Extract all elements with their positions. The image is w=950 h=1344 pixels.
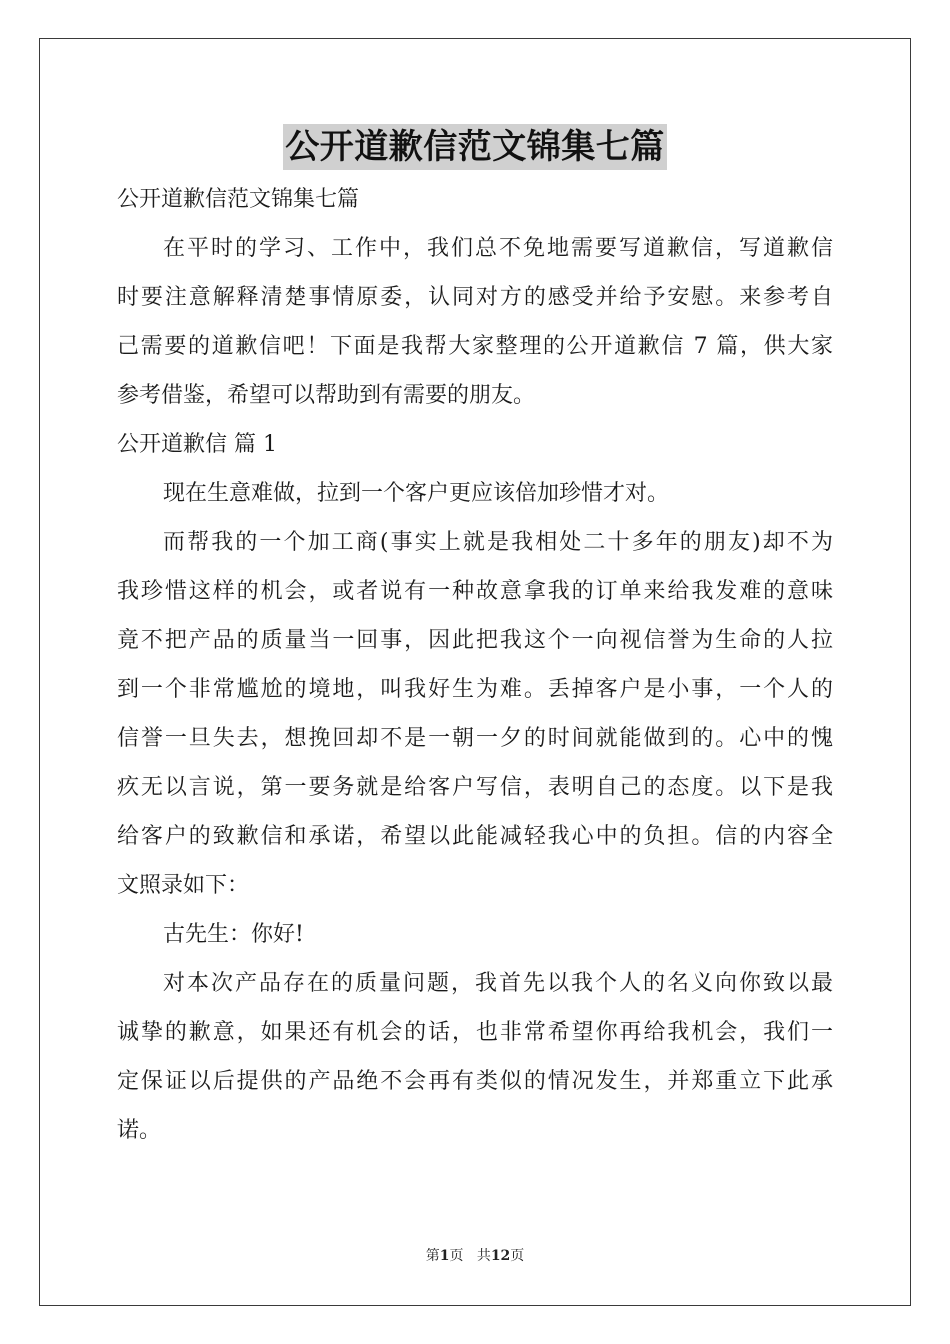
paragraph-line: 信誉一旦失去，想挽回却不是一朝一夕的时间就能做到的。心中的愧 (117, 726, 833, 751)
title-container (0, 124, 950, 170)
paragraph-line: 在平时的学习、工作中，我们总不免地需要写道歉信，写道歉信 (163, 236, 833, 261)
paragraph-line: 现在生意难做，拉到一个客户更应该倍加珍惜才对。 (163, 481, 670, 506)
paragraph-line: 文照录如下： (117, 873, 250, 898)
paragraph-line: 竟不把产品的质量当一回事，因此把我这个一向视信誉为生命的人拉 (117, 628, 833, 653)
paragraph-line: 古先生：你好! (163, 922, 304, 947)
footer-total-suffix: 页 (510, 1248, 525, 1264)
section-heading: 公开道歉信 篇 1 (117, 432, 277, 457)
paragraph-line: 我珍惜这样的机会，或者说有一种故意拿我的订单来给我发难的意味 (117, 579, 833, 604)
paragraph-line: 参考借鉴，希望可以帮助到有需要的朋友。 (117, 383, 536, 408)
footer-page-suffix: 页 (449, 1248, 464, 1264)
paragraph-line: 时要注意解释清楚事情原委，认同对方的感受并给予安慰。来参考自 (117, 285, 833, 310)
paragraph-line: 疚无以言说，第一要务就是给客户写信，表明自己的态度。以下是我 (117, 775, 833, 800)
document-body (117, 175, 833, 1155)
footer-page-number: 1 (439, 1248, 450, 1264)
paragraph-line: 对本次产品存在的质量问题，我首先以我个人的名义向你致以最 (163, 971, 833, 996)
paragraph-line: 给客户的致歉信和承诺，希望以此能减轻我心中的负担。信的内容全 (117, 824, 833, 849)
paragraph-line: 诺。 (117, 1118, 162, 1143)
paragraph-line: 己需要的道歉信吧！下面是我帮大家整理的公开道歉信 7 篇，供大家 (117, 334, 833, 359)
paragraph-line: 定保证以后提供的产品绝不会再有类似的情况发生，并郑重立下此承 (117, 1069, 833, 1094)
footer-page-prefix: 第 (425, 1248, 440, 1264)
footer-total-pages: 12 (490, 1248, 511, 1264)
document-title: 公开道歉信范文锦集七篇 (283, 124, 667, 170)
paragraph-line: 到一个非常尴尬的境地，叫我好生为难。丢掉客户是小事，一个人的 (117, 677, 833, 702)
footer-total-prefix: 共 (476, 1248, 491, 1264)
paragraph-line: 而帮我的一个加工商(事实上就是我相处二十多年的朋友)却不为 (163, 530, 833, 555)
page-footer (0, 1246, 950, 1266)
section-heading: 公开道歉信范文锦集七篇 (117, 187, 360, 212)
paragraph-line: 诚挚的歉意，如果还有机会的话，也非常希望你再给我机会，我们一 (117, 1020, 833, 1045)
